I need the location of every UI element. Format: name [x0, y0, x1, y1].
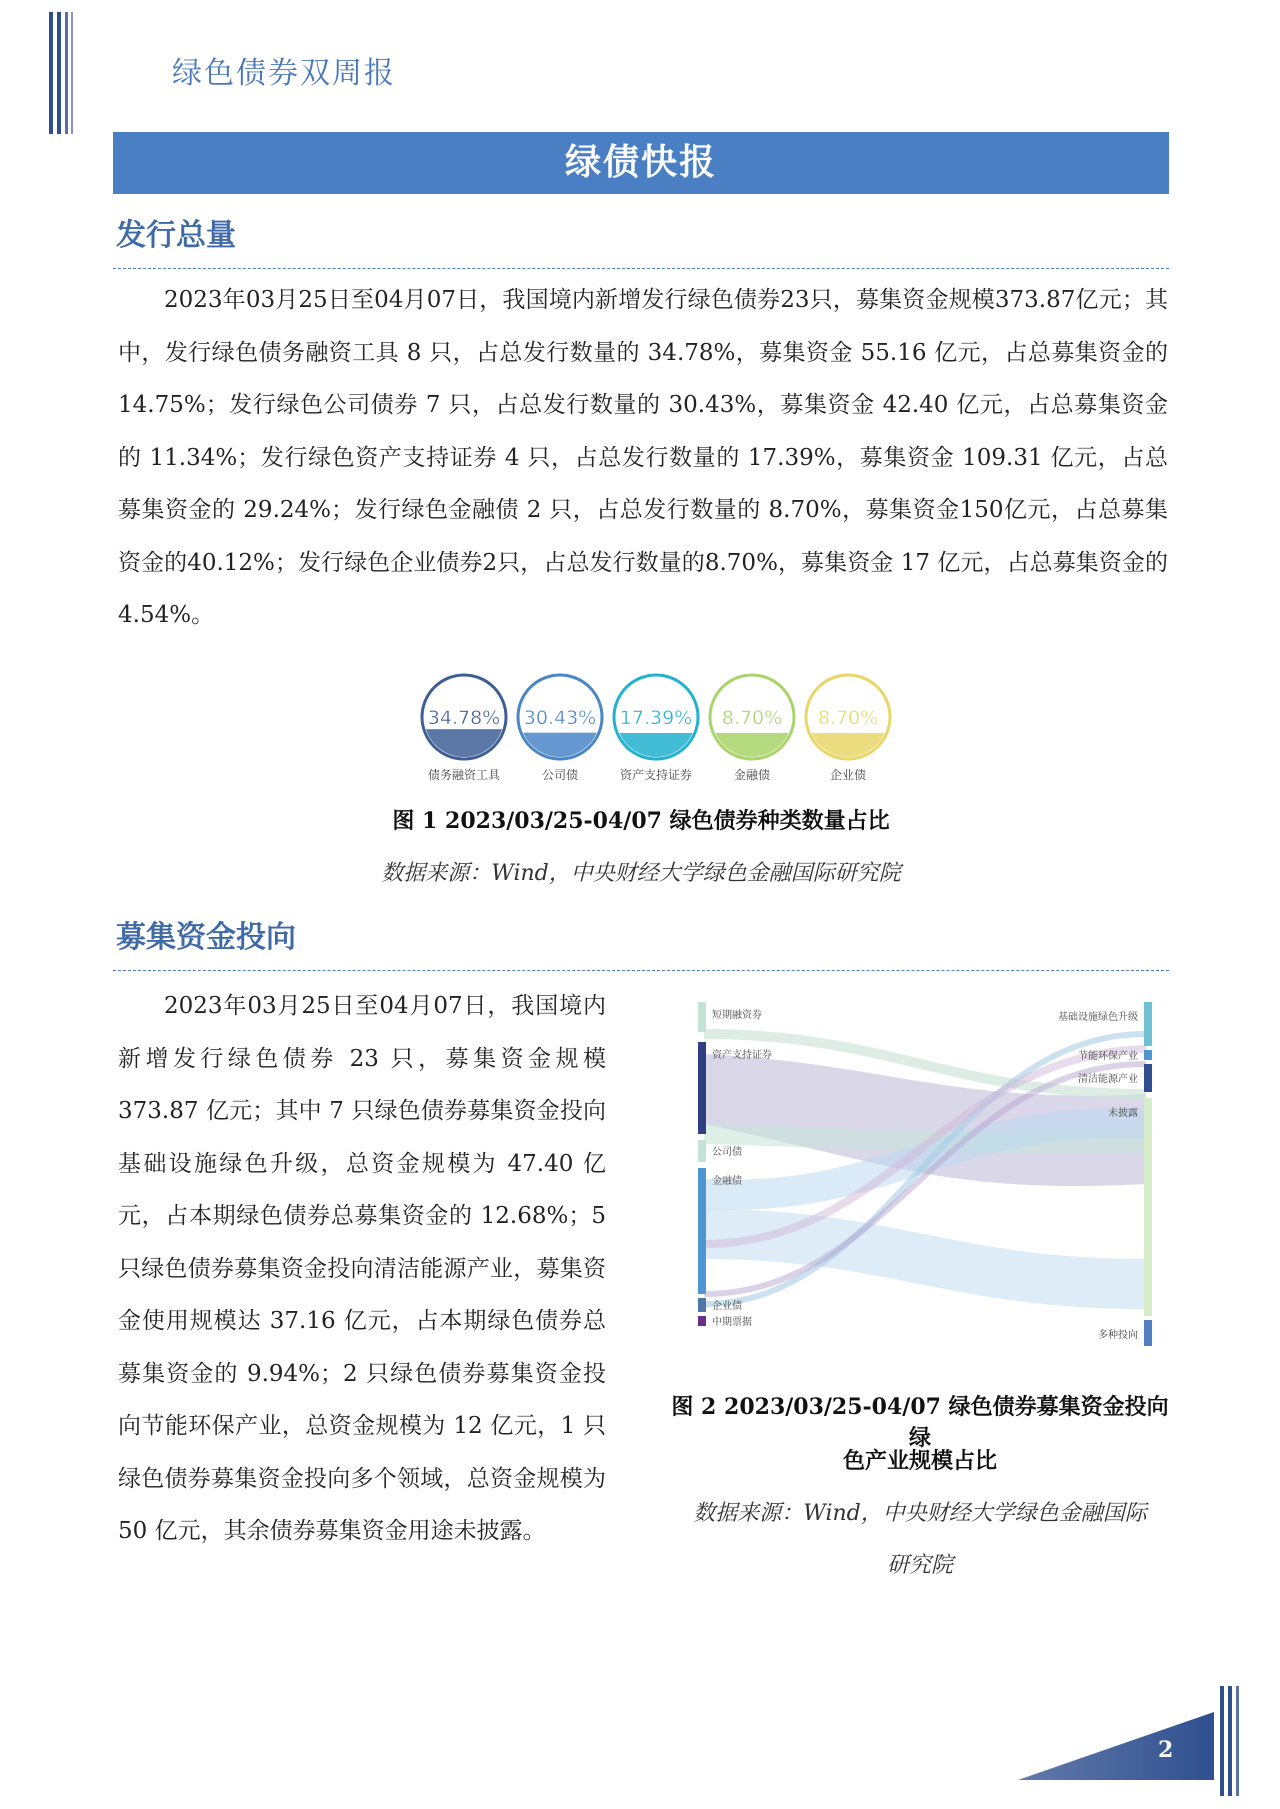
proceeds-paragraph: 2023年03月25日至04月07日，我国境内新增发行绿色债券 23 只，募集资金规模 373.87 亿元；其中 7 只绿色债券募集资金投向基础设施绿色升级，总资金规模为 47.40 亿元，占本期绿色债券总募集资金的 12.68%；5 只绿色债券募集资金投向清洁能源产业，募集资金使用规模达 37.16 亿元，占本期绿色债券总募集资金的 9.94%；2 只绿色债券募集资金投向节能环保产业，总资金规模为 12 亿元，1 只绿色债券募集资金投向多个领域，总资金规模为 50 亿元，其余债券募集资金用途未披露。	[118, 993, 606, 1544]
header-decor-bar-4	[71, 12, 73, 134]
bubble-label: 金融债	[733, 768, 770, 782]
sankey-right-node	[1144, 1064, 1152, 1092]
footer-decor-bar-3	[1236, 1686, 1239, 1796]
bubble-value: 8.70%	[721, 707, 783, 729]
bubble-value: 17.39%	[619, 707, 693, 729]
sankey-left-label: 公司债	[712, 1147, 742, 1158]
bubble-item	[608, 672, 704, 783]
sankey-left-nodes	[698, 1002, 772, 1328]
header-decor-bar-2	[57, 12, 61, 134]
bubble-gauge	[515, 672, 605, 762]
sankey-right-label: 清洁能源产业	[1078, 1074, 1138, 1085]
sankey-right-node	[1144, 1002, 1152, 1046]
page-number: 2	[1158, 1737, 1174, 1763]
figure2-caption-line1: 图 2 2023/03/25-04/07 绿色债券募集资金投向绿	[671, 1394, 1169, 1451]
sankey-left-label: 企业债	[712, 1301, 742, 1312]
bubble-gauge	[611, 672, 701, 762]
bubble-label: 企业债	[829, 768, 866, 782]
sankey-right-label: 基础设施绿色升级	[1058, 1012, 1138, 1023]
sankey-left-node	[698, 1002, 706, 1032]
bubble-item	[800, 672, 896, 783]
footer-decor-bar-1	[1220, 1686, 1224, 1796]
figure1-source: 数据来源：Wind，中央财经大学绿色金融国际研究院	[381, 861, 901, 886]
sankey-left-node	[698, 1298, 706, 1312]
header-decor-bar-3	[65, 12, 68, 134]
figure2-source-line1: 数据来源：Wind，中央财经大学绿色金融国际	[693, 1501, 1147, 1526]
flow-band	[704, 1234, 1146, 1284]
sankey-left-label: 金融债	[712, 1176, 742, 1187]
sankey-right-label: 多种投向	[1098, 1330, 1138, 1341]
sankey-right-label: 未披露	[1108, 1108, 1138, 1119]
sankey-right-node	[1144, 1098, 1152, 1316]
issuance-paragraph: 2023年03月25日至04月07日，我国境内新增发行绿色债券23只，募集资金规模373.87亿元；其中，发行绿色债务融资工具 8 只，占总发行数量的 34.78%，募集资金 55.16 亿元，占总募集资金的 14.75%；发行绿色公司债券 7 只，占总发行数量的 30.43%，募集资金 42.40 亿元，占总募集资金的 11.34%；发行绿色资产支持证券 4 只，占总发行数量的 17.39%，募集资金 109.31 亿元，占总募集资金的 29.24%；发行绿色金融债 2 只，占总发行数量的 8.70%，募集资金150亿元，占总募集资金的40.12%；发行绿色企业债券2只，占总发行数量的8.70%，募集资金 17 亿元，占总募集资金的 4.54%。	[118, 287, 1168, 628]
bubble-label: 资产支持证券	[619, 768, 692, 782]
sankey-right-node	[1144, 1320, 1152, 1346]
bubble-value: 30.43%	[523, 707, 597, 729]
sankey-right-node	[1144, 1050, 1152, 1060]
bubble-item	[512, 672, 608, 783]
figure1-caption: 图 1 2023/03/25-04/07 绿色债券种类数量占比	[392, 808, 890, 834]
banner-title: 绿债快报	[113, 132, 1169, 194]
sankey-right-label: 节能环保产业	[1078, 1051, 1138, 1062]
sankey-left-node	[698, 1042, 706, 1134]
footer-decor-bar-2	[1228, 1686, 1232, 1796]
footer-triangle	[1018, 1692, 1214, 1788]
figure2-source-line2: 研究院	[886, 1553, 953, 1578]
bubble-gauge	[707, 672, 797, 762]
bubble-label: 公司债	[541, 768, 578, 782]
section-title-proceeds: 募集资金投向	[116, 920, 296, 955]
sankey-left-node	[698, 1168, 706, 1294]
sankey-left-label: 资产支持证券	[712, 1050, 772, 1061]
bubble-item	[416, 672, 512, 783]
sankey-chart	[690, 994, 1160, 1346]
section-divider	[113, 268, 1169, 269]
bubble-gauge	[419, 672, 509, 762]
section-title-issuance: 发行总量	[116, 218, 236, 253]
sankey-left-label: 短期融资券	[712, 1010, 762, 1021]
header-title: 绿色债券双周报	[172, 56, 396, 91]
sankey-left-node	[698, 1140, 706, 1162]
bubble-value: 8.70%	[817, 707, 879, 729]
bubble-gauge	[803, 672, 893, 762]
bubble-label: 债务融资工具	[427, 768, 500, 782]
section-divider	[113, 970, 1169, 971]
header-decor-bar-1	[49, 12, 53, 134]
sankey-left-label: 中期票据	[712, 1317, 752, 1328]
sankey-left-node	[698, 1316, 706, 1326]
bubble-item	[704, 672, 800, 783]
figure2-caption-line2: 色产业规模占比	[842, 1448, 997, 1474]
bubble-value: 34.78%	[427, 707, 501, 729]
